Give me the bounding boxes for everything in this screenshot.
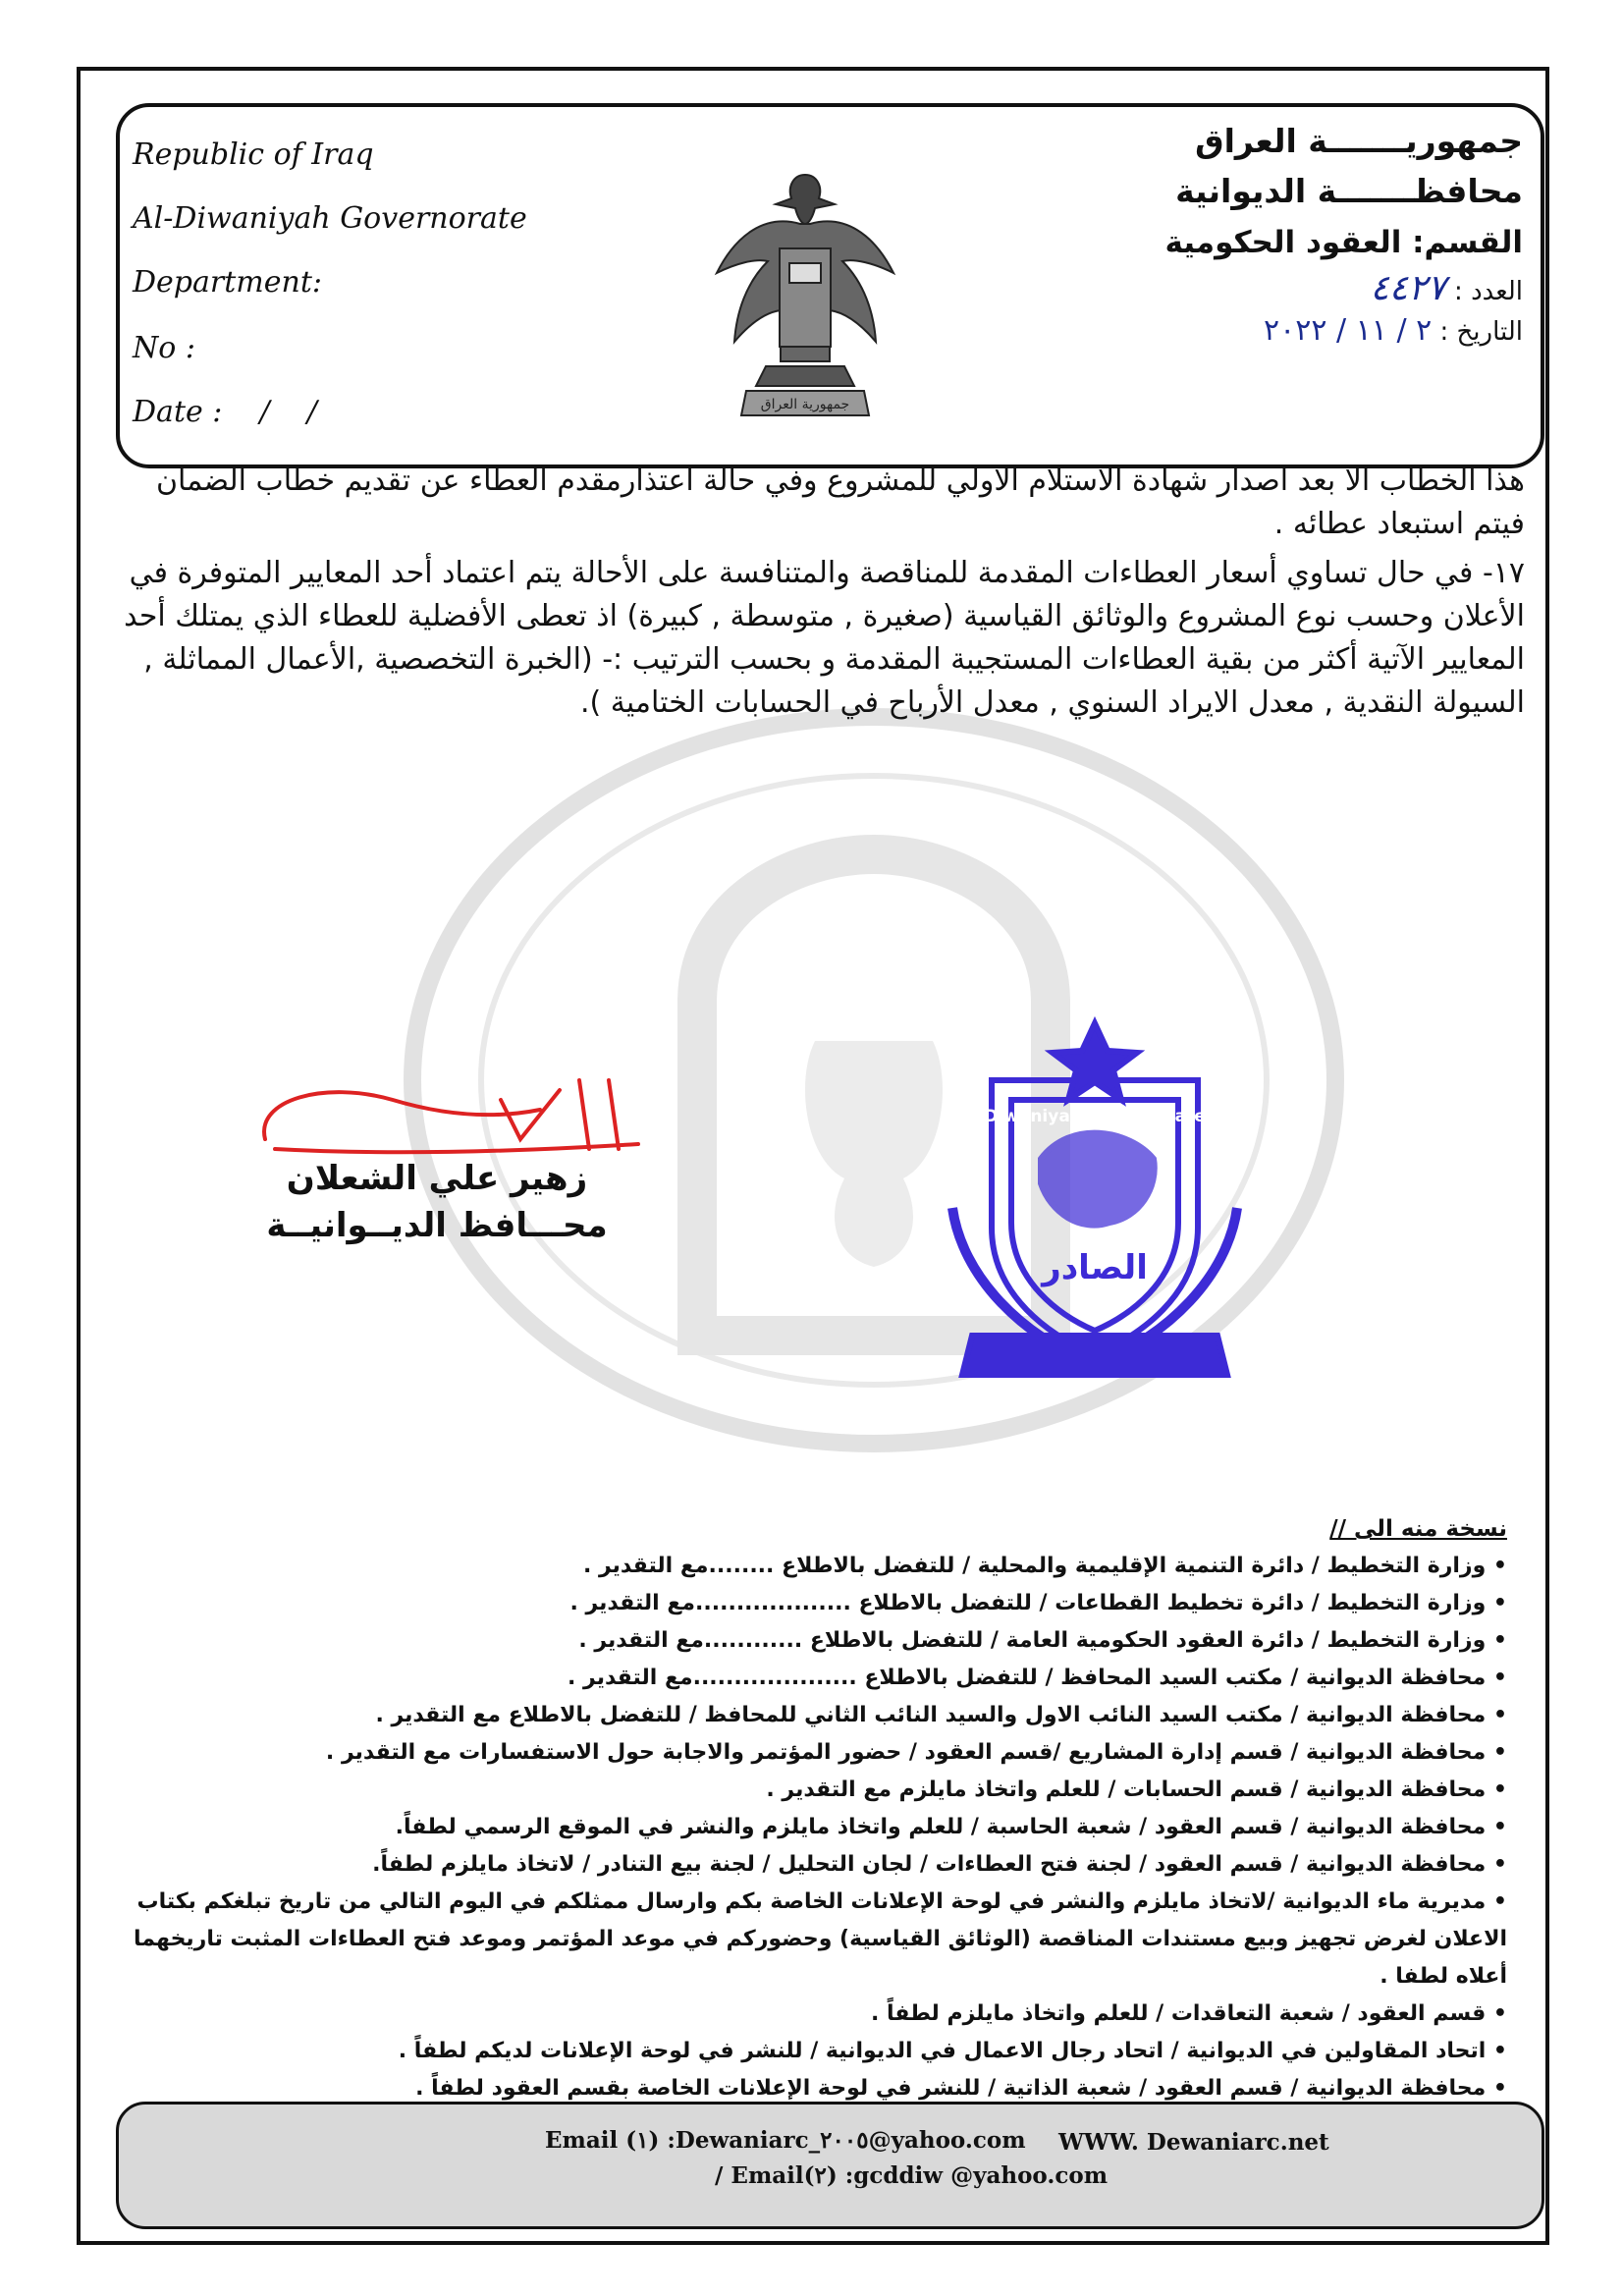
item-17-number: ١٧- [1482,556,1525,590]
footer-website: WWW. Dewaniarc.net [1058,2129,1329,2156]
copy-item: • وزارة التخطيط / دائرة العقود الحكومية العامة / للتفضل بالاطلاع ............مع التقدير . [578,1628,1507,1653]
arabic-date-row [1164,311,1523,352]
arabic-letterhead [1164,116,1523,352]
footer-email-2: / Email(٢) :gcddiw @yahoo.com [715,2162,1109,2189]
copy-item: • محافظة الديوانية / قسم الحسابات / للعلم واتخاذ مايلزم مع التقدير . [766,1777,1507,1802]
stamp-top-text: Diwaniyah Governorate [984,1107,1206,1126]
signatory-name: زهير علي الشعلان [286,1159,588,1198]
number-value-handwritten: ٤٤٢٧ [1370,268,1446,308]
copy-item: • محافظة الديوانية / مكتب السيد النائب الاول والسيد النائب الثاني للمحافظ / للتفضل بالاطلاع مع التقدير . [375,1703,1507,1727]
copy-item: • اتحاد المقاولين في الديوانية / اتحاد رجال الاعمال في الديوانية / للنشر في لوحة الإعلانات لديكم لطفاً . [398,2039,1507,2063]
copy-item: • محافظة الديوانية / قسم العقود / شعبة الحاسبة / للعلم واتخاذ مايلزم والنشر في الموقع الرسمي لطفاً. [395,1815,1507,1839]
copy-item: • مديرية ماء الديوانية /لاتخاذ مايلزم والنشر في لوحة الإعلانات الخاصة بكم وارسال ممثلكم في اليوم التالي من تاريخ تبلغكم بكتاب الاعلان لغرض تجهيز وبيع مستندات المناقصة (الوثائق القياسية) وحضوركم في موعد المؤتمر وموعد فتح العطاءات المثبت تاريخهما أعلاه لطفا . [134,1889,1507,1989]
stamp-center-text: الصادر [1042,1248,1148,1287]
footer-email-1: Email (١) :Dewaniarc_٢٠٠٥@yahoo.com [545,2127,1026,2154]
item-17-text: في حال تساوي أسعار العطاءات المقدمة للمناقصة والمتنافسة على الأحالة يتم اعتماد أحد المعايير المتوفرة في الأعلان وحسب نوع المشروع والوثائق القياسية (صغيرة , متوسطة , كبيرة) اذ تعطى الأفضلية للعطاء الذي يمتلك أحد المعايير الآتية أكثر من بقية العطاءات المستجيبة المقدمة و بحسب الترتيب :- (الخبرة التخصصية ,الأعمال المماثلة , السيولة النقدية , معدل الايراد السنوي , معدل الأرباح في الحسابات الختامية ). [124,556,1525,720]
arabic-republic: جمهوريـــــــة العراق [1195,122,1523,160]
arabic-governorate: محافظـــــــة الديوانية [1175,172,1523,210]
copies-title: نسخة منه الى // [1329,1516,1507,1542]
copy-item: • وزارة التخطيط / دائرة تخطيط القطاعات / للتفضل بالاطلاع ...................مع التقدير . [569,1591,1507,1615]
copy-item: • محافظة الديوانية / قسم العقود / لجنة فتح العطاءات / لجان التحليل / لجنة بيع التنادر / لاتخاذ مايلزم لطفاً. [372,1852,1507,1877]
latin-number: No : [133,331,195,365]
letter-body [111,460,1525,725]
copies-to-list [113,1510,1507,2107]
copy-item: • محافظة الديوانية / قسم العقود / شعبة الذاتية / للنشر في لوحة الإعلانات الخاصة بقسم العقود لطفاً . [415,2076,1507,2101]
continued-paragraph: هذا الخطاب الا بعد اصدار شهادة الاستلام الاولي للمشروع وفي حالة اعتذارمقدم العطاء عن تقديم خطاب الضمان فيتم استبعاد عطائه . [155,464,1525,541]
date-value: ٢ / ١١ / ٢٠٢٢ [1264,313,1433,348]
copy-item: • محافظة الديوانية / قسم إدارة المشاريع /قسم العقود / حضور المؤتمر والاجابة حول الاستفسارات مع التقدير . [325,1740,1507,1765]
arabic-department: القسم: العقود الحكومية [1164,225,1523,260]
latin-department: Department: [133,265,322,300]
emblem-caption: جمهورية العراق [760,397,850,412]
latin-governorate: Al-Diwaniyah Governorate [133,201,527,236]
copy-item: • وزارة التخطيط / دائرة التنمية الإقليمية والمحلية / للتفضل بالاطلاع ........مع التقدير . [582,1554,1507,1578]
governorate-seal-stamp-icon [933,1011,1257,1404]
signatory-title: محـــافظ الديــوانيــة [266,1206,608,1245]
iraq-eagle-emblem-icon [707,155,903,430]
latin-republic: Republic of Iraq [133,137,374,172]
copy-item: • قسم العقود / شعبة التعاقدات / للعلم واتخاذ مايلزم لطفاً . [870,2001,1507,2026]
signatory-block [265,1159,609,1245]
date-label: التاريخ : [1439,317,1523,347]
item-17 [111,552,1525,725]
number-label: العدد : [1454,277,1523,306]
copy-item: • محافظة الديوانية / مكتب السيد المحافظ / للتفضل بالاطلاع ....................مع التقدير . [568,1666,1507,1690]
arabic-number-row [1164,269,1523,311]
latin-date: Date : / / [133,395,317,429]
